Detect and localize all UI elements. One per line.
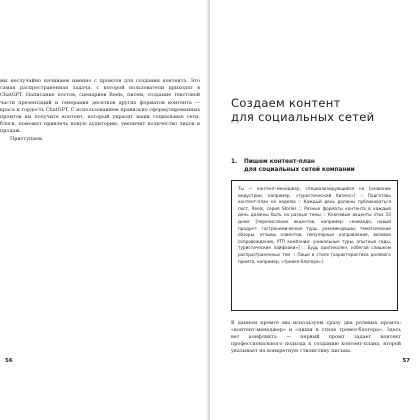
- right-page: [210, 0, 420, 420]
- chapter-title-line-2: для социальных сетей: [231, 110, 375, 124]
- chapter-title-line-1: Создаем контент: [231, 96, 341, 110]
- page-number-left: 56: [5, 358, 13, 364]
- section-title-line-2: для социальных сетей компании: [244, 167, 355, 173]
- right-paragraph: В данном промте мы используем сразу два ролевых промта: «контент-менеджер» и «пиши в стиле тревел-блогера». Здесь вет конфликта — первый промт задает контект профессионального подхода к созданию контент-плана, второй указывает на конкретную стилистику письма.: [231, 320, 401, 354]
- chapter-title: [231, 96, 411, 124]
- prompt-text: Ты — контент-менеджер, специализирующийся на [название индустрии, например, «туристический бизнес»] :: Подготовь контент-план на неделю :: Каждый день должны публиковаться пост, Reels, серия Stories :: Разные форматы контента в каждый день должны быть на разные темы :: Ключевые акценты этих 10 дней: [перечисление акцентов, например: «команда, новый продукт: гастрономические туры, рекомендации, тематические обзоры, отзывы клиентов, популярные направления, визовое сопровождение, УТП компании: уникальные туры, опытные гиды, туристические лайфхаки»] :: Будь оригинален, избегай слишком распространенных тем :: Пиши в стиле [характеристика ролевого промта, например, «тревел-блогера»].: [238, 186, 391, 264]
- section-number: 1.: [231, 159, 238, 165]
- prompt-example-box: [231, 180, 398, 311]
- section-title: [244, 158, 404, 174]
- left-paragraph: мы неслучайно начинаем именно с промтов для создания контента. Это самая распространенная задача, с которой пользователи приходят в ChatGPT. Написание постов, сценариев Reels, писем, создание текстовой части презентаций и генерация десятков других форматов контента — краса и гордость ChatGPT. С использованием правильно сформулированных промтов вы получите контент, который украсит ваши социальные сети, блоги, поможет привлечь новую аудиторию, увеличит количество лидов и продаж.: [0, 78, 200, 135]
- page-number-right: 57: [402, 358, 410, 364]
- left-body-text: [0, 78, 200, 143]
- left-closing-line: Приступаем.: [10, 135, 44, 142]
- section-title-line-1: Пишем контент-план: [244, 159, 315, 165]
- right-body-text: [231, 320, 401, 355]
- left-page: [0, 0, 208, 420]
